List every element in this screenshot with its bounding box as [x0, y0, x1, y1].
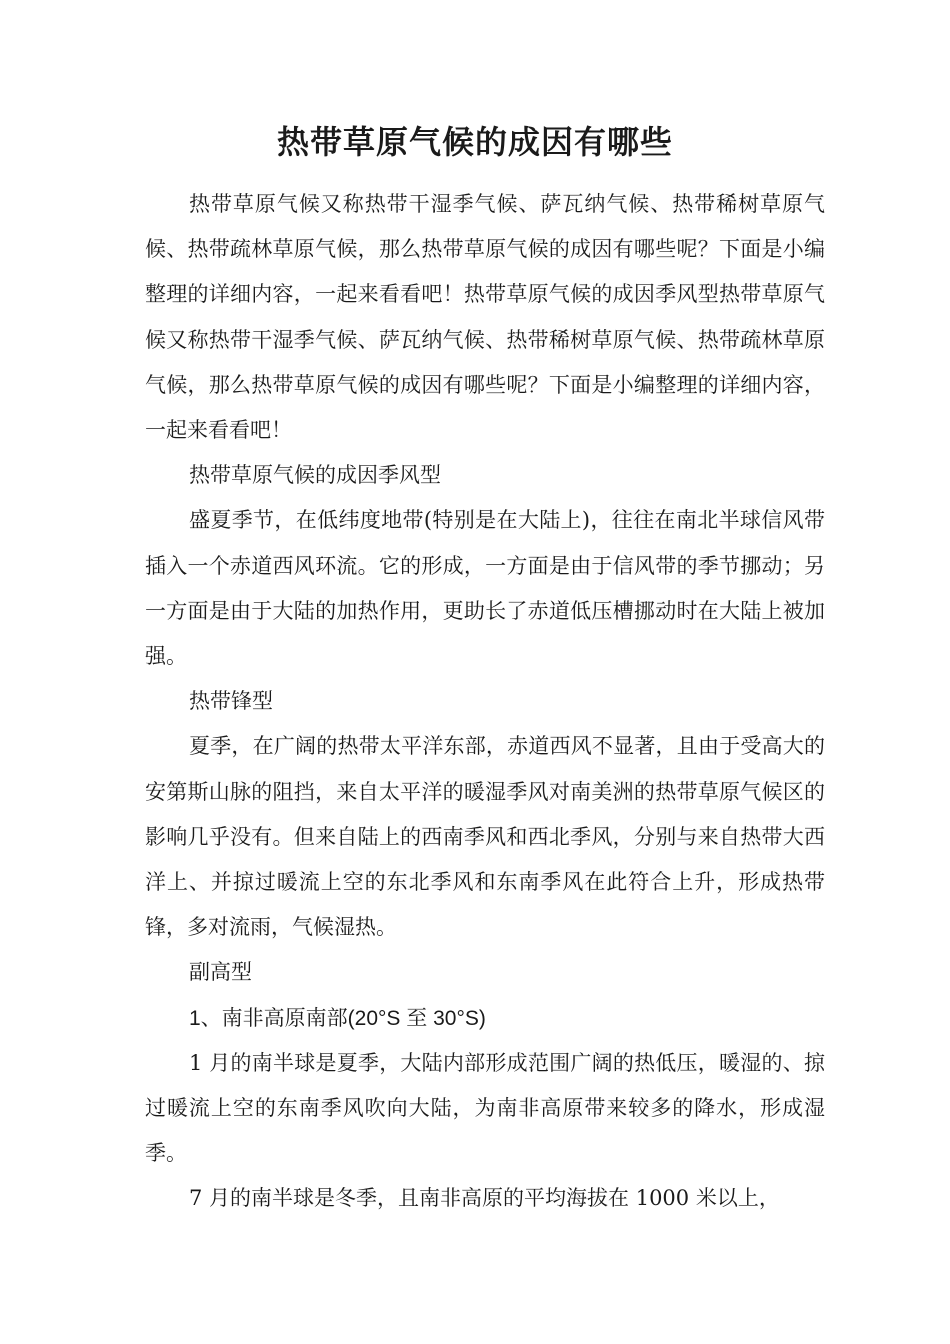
section-heading-tropical-front: 热带锋型	[189, 689, 273, 714]
section-heading-subtropical-high: 副高型	[189, 960, 252, 985]
july-paragraph: 7 月的南半球是冬季，且南非高原的平均海拔在 1000 米以上，	[189, 1186, 780, 1211]
tropical-front-paragraph: 夏季，在广阔的热带太平洋东部，赤道西风不显著，且由于受高大的安第斯山脉的阻挡，来自太平洋的暖湿季风对南美洲的热带草原气候区的影响几乎没有。但来自陆上的西南季风和西北季风，分别与来自热带大西洋上、并掠过暖流上空的东北季风和东南季风在此符合上升，形成热带锋，多对流雨，气候湿热。	[145, 734, 825, 940]
intro-paragraph: 热带草原气候又称热带干湿季气候、萨瓦纳气候、热带稀树草原气候、热带疏林草原气候，那么热带草原气候的成因有哪些呢？下面是小编整理的详细内容，一起来看看吧！热带草原气候的成因季风型热带草原气候又称热带干湿季气候、萨瓦纳气候、热带稀树草原气候、热带疏林草原气候，那么热带草原气候的成因有哪些呢？下面是小编整理的详细内容，一起来看看吧！	[145, 192, 825, 443]
january-paragraph: 1 月的南半球是夏季，大陆内部形成范围广阔的热低压，暖湿的、掠过暖流上空的东南季风吹向大陆，为南非高原带来较多的降水，形成湿季。	[145, 1050, 825, 1166]
subsection-heading-south-africa: 1、南非高原南部(20°S 至 30°S)	[189, 1006, 486, 1030]
document-title: 热带草原气候的成因有哪些	[276, 123, 673, 161]
document-body	[145, 182, 825, 1222]
section-heading-monsoon: 热带草原气候的成因季风型	[189, 463, 441, 488]
monsoon-paragraph: 盛夏季节，在低纬度地带(特别是在大陆上)，往往在南北半球信风带插入一个赤道西风环流。它的形成，一方面是由于信风带的季节挪动；另一方面是由于大陆的加热作用，更助长了赤道低压槽挪动时在大陆上被加强。	[145, 508, 825, 669]
